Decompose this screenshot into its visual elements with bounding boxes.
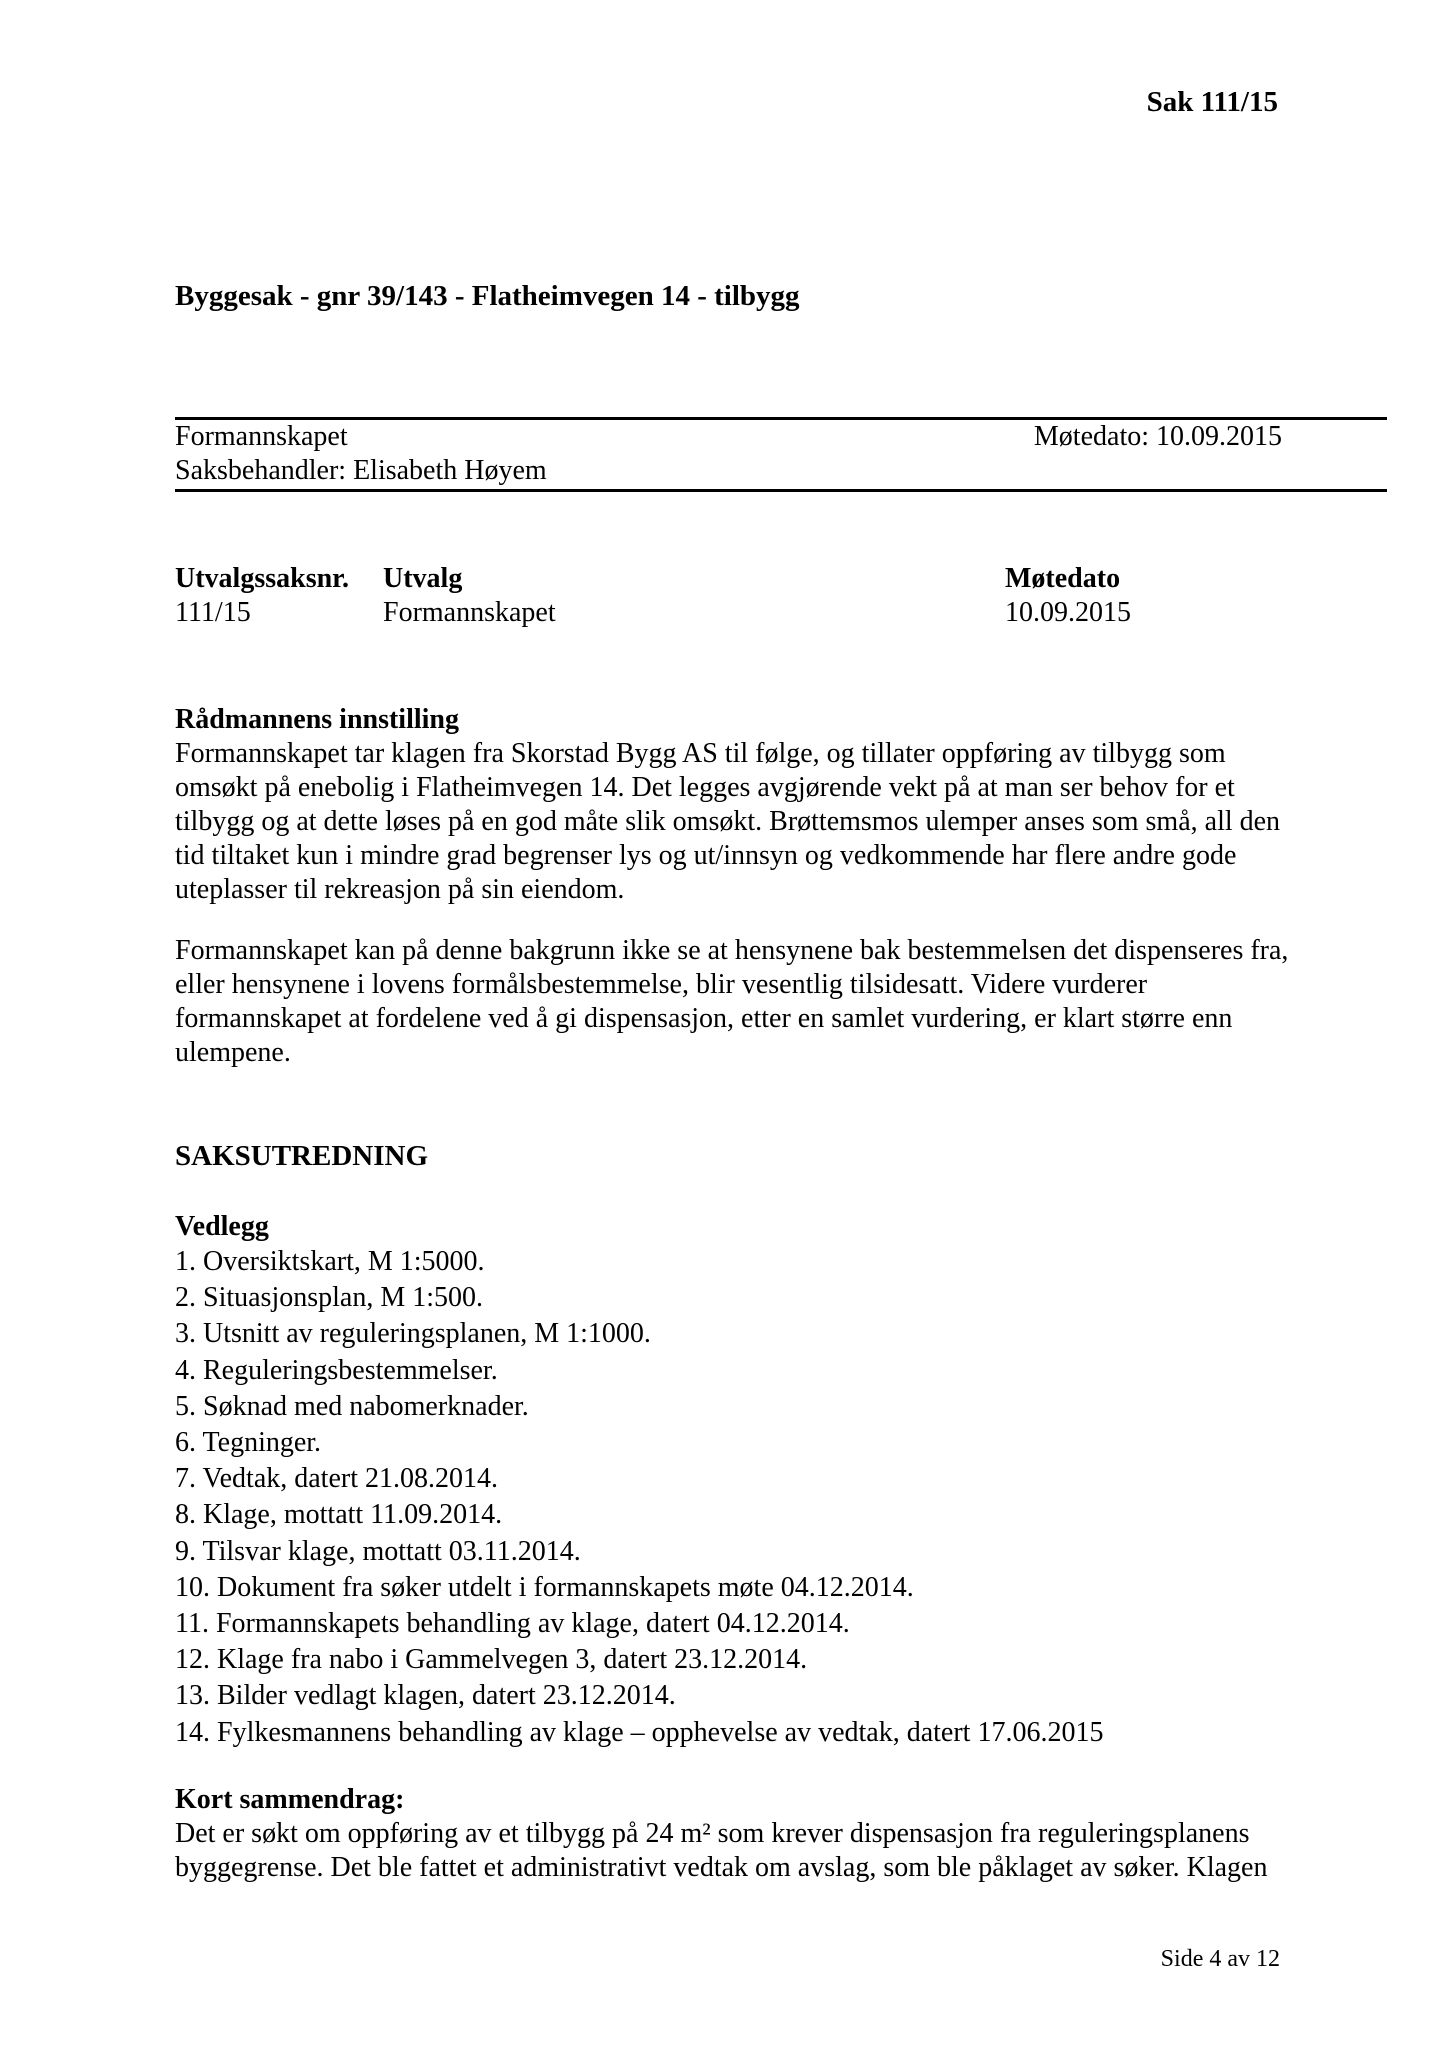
bottom-rule bbox=[175, 489, 1387, 492]
list-item: 9. Tilsvar klage, mottatt 03.11.2014. bbox=[175, 1535, 581, 1567]
list-item: 2. Situasjonsplan, M 1:500. bbox=[175, 1282, 484, 1314]
case-officer: Saksbehandler: Elisabeth Høyem bbox=[175, 455, 547, 486]
list-item: 11. Formannskapets behandling av klage, datert 04.12.2014. bbox=[175, 1608, 850, 1640]
list-item: 12. Klage fra nabo i Gammelvegen 3, datert 23.12.2014. bbox=[175, 1644, 808, 1676]
table-cell-committee: Formannskapet bbox=[383, 597, 556, 628]
committee-name: Formannskapet bbox=[175, 421, 348, 452]
document-title: Byggesak - gnr 39/143 - Flatheimvegen 14 - tilbygg bbox=[175, 280, 800, 312]
case-label: Sak 111/15 bbox=[1146, 86, 1278, 118]
page-number: Side 4 av 12 bbox=[1160, 1946, 1280, 1972]
summary-text: Det er søkt om oppføring av et tilbygg på 24 m² som krever dispensasjon fra reguleringsplanens byggegrense. Det ble fattet et administrativt vedtak om avslag, som ble påklaget av søker. Klagen bbox=[175, 1818, 1268, 1883]
attachments-list bbox=[175, 1244, 1103, 1751]
list-item: 13. Bilder vedlagt klagen, datert 23.12.2014. bbox=[175, 1680, 676, 1712]
list-item: 6. Tegninger. bbox=[175, 1427, 322, 1459]
list-item: 10. Dokument fra søker utdelt i formannskapets møte 04.12.2014. bbox=[175, 1571, 914, 1603]
table-header-case-number: Utvalgssaksnr. bbox=[175, 563, 350, 594]
table-cell-date: 10.09.2015 bbox=[1005, 597, 1131, 628]
table-header-committee: Utvalg bbox=[383, 563, 463, 594]
table-cell-case-number: 111/15 bbox=[175, 597, 251, 628]
list-item: 5. Søknad med nabomerknader. bbox=[175, 1390, 529, 1422]
meeting-date: Møtedato: 10.09.2015 bbox=[1033, 421, 1282, 452]
list-item: 4. Reguleringsbestemmelser. bbox=[175, 1354, 498, 1386]
list-item: 7. Vedtak, datert 21.08.2014. bbox=[175, 1463, 498, 1495]
summary-heading: Kort sammendrag: bbox=[175, 1784, 405, 1815]
section-heading-saksutredning: SAKSUTREDNING bbox=[175, 1140, 428, 1172]
recommendation-paragraph-1: Formannskapet tar klagen fra Skorstad Bygg AS til følge, og tillater oppføring av tilbygg som omsøkt på enebolig i Flatheimvegen 14. Det legges avgjørende vekt på at man ser behov for et tilbygg og at dette løses på en god måte slik omsøkt. Brøttemsmos ulemper anses som små, all den tid tiltaket kun i mindre grad begrenser lys og ut/innsyn og vedkommende har flere andre gode uteplasser til rekreasjon på sin eiendom. bbox=[175, 738, 1281, 905]
recommendation-heading: Rådmannens innstilling bbox=[175, 704, 459, 735]
list-item: 3. Utsnitt av reguleringsplanen, M 1:1000. bbox=[175, 1318, 651, 1350]
table-header-date: Møtedato bbox=[1005, 563, 1121, 594]
list-item: 8. Klage, mottatt 11.09.2014. bbox=[175, 1499, 503, 1531]
list-item: 1. Oversiktskart, M 1:5000. bbox=[175, 1246, 485, 1277]
list-item: 14. Fylkesmannens behandling av klage – opphevelse av vedtak, datert 17.06.2015 bbox=[175, 1716, 1104, 1748]
recommendation-paragraph-2: Formannskapet kan på denne bakgrunn ikke se at hensynene bak bestemmelsen det dispenseres fra, eller hensynene i lovens formålsbestemmelse, blir vesentlig tilsidesatt. Videre vurderer formannskapet at fordelene ved å gi dispensasjon, etter en samlet vurdering, er klart større enn ulempene. bbox=[175, 935, 1289, 1068]
attachments-heading: Vedlegg bbox=[175, 1211, 269, 1242]
